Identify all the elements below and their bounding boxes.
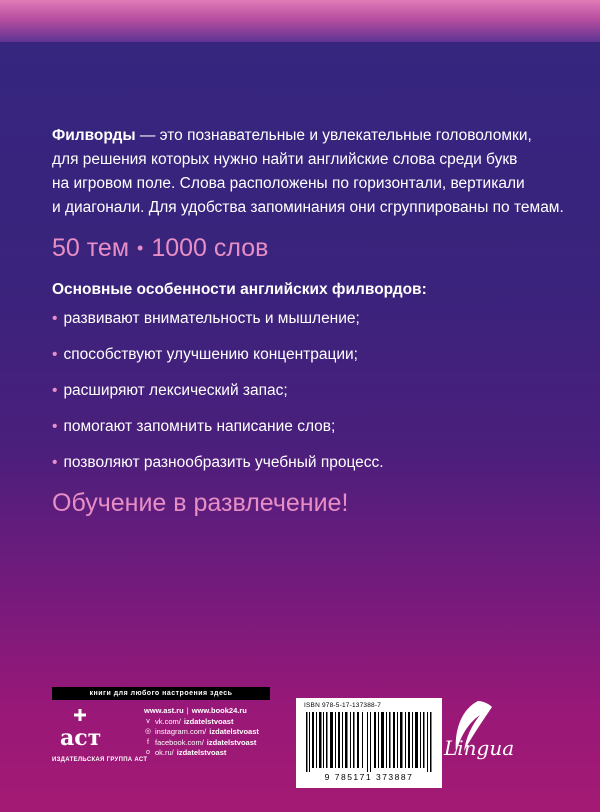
svg-text:аст: аст (60, 725, 102, 751)
list-item: • способствуют улучшению концентрации; (52, 346, 358, 363)
social-link-facebook[interactable]: f facebook.com/ izdatelstvoast (144, 738, 259, 749)
bullet-icon: • (52, 382, 58, 399)
intro-paragraph: Филворды — это познавательные и увлекательные головоломки, для решения которых нужно найти английские слова среди букв на игровом поле. Слова расположены по горизонтали, вертикали и диагонали. Для удобства запоминания они сгруппированы по темам. (52, 127, 564, 216)
ast-logo-icon (58, 707, 102, 753)
ok-icon: o (146, 749, 150, 757)
isbn-barcode-box (296, 698, 442, 788)
features-list (52, 309, 582, 473)
intro-term: Филворды (52, 127, 136, 144)
list-item: • помогают запомнить написание слов; (52, 418, 336, 435)
cover-text (52, 124, 582, 518)
tagline-bar: книги для любого настроения здесь (52, 687, 270, 700)
slogan: Обучение в развлечение! (52, 489, 349, 517)
bullet-icon: • (52, 310, 58, 327)
bullet-icon: • (52, 418, 58, 435)
instagram-icon: ◎ (144, 728, 152, 736)
publisher-label: ИЗДАТЕЛЬСКАЯ ГРУППА АСТ (52, 757, 148, 763)
social-link-instagram[interactable]: ◎ instagram.com/ izdatelstvoast (144, 727, 259, 736)
publisher-links (144, 706, 259, 759)
words-count: 1000 слов (151, 234, 269, 262)
isbn-digits: 9 785171 373887 (324, 772, 414, 782)
stats-line (52, 234, 582, 263)
bullet-icon: • (52, 346, 58, 363)
websites-row: www.ast.ru | www.book24.ru (144, 706, 247, 715)
social-link-ok[interactable]: o ok.ru/ izdatelstvoast (144, 748, 259, 759)
features-heading: Основные особенности английских филвордов: (52, 281, 427, 298)
barcode-icon (304, 712, 434, 772)
list-item: • расширяют лексический запас; (52, 382, 288, 399)
top-gradient-band (0, 0, 600, 42)
bullet-icon: • (52, 454, 58, 471)
list-item: • позволяют разнообразить учебный процесс. (52, 454, 384, 471)
facebook-icon: f (147, 738, 149, 746)
stats-separator: • (137, 238, 144, 258)
website-link-ast[interactable]: www.ast.ru (144, 706, 184, 715)
website-link-book24[interactable]: www.book24.ru (191, 706, 247, 715)
topics-count: 50 тем (52, 234, 130, 262)
lingua-brand: Lingua (444, 736, 515, 760)
list-item: • развивают внимательность и мышление; (52, 310, 360, 327)
social-link-vk[interactable]: v vk.com/ izdatelstvoast (144, 717, 259, 728)
vk-icon: v (146, 717, 150, 725)
isbn-label: ISBN 978-5-17-137388-7 (304, 702, 382, 709)
cover-footer (52, 687, 572, 787)
